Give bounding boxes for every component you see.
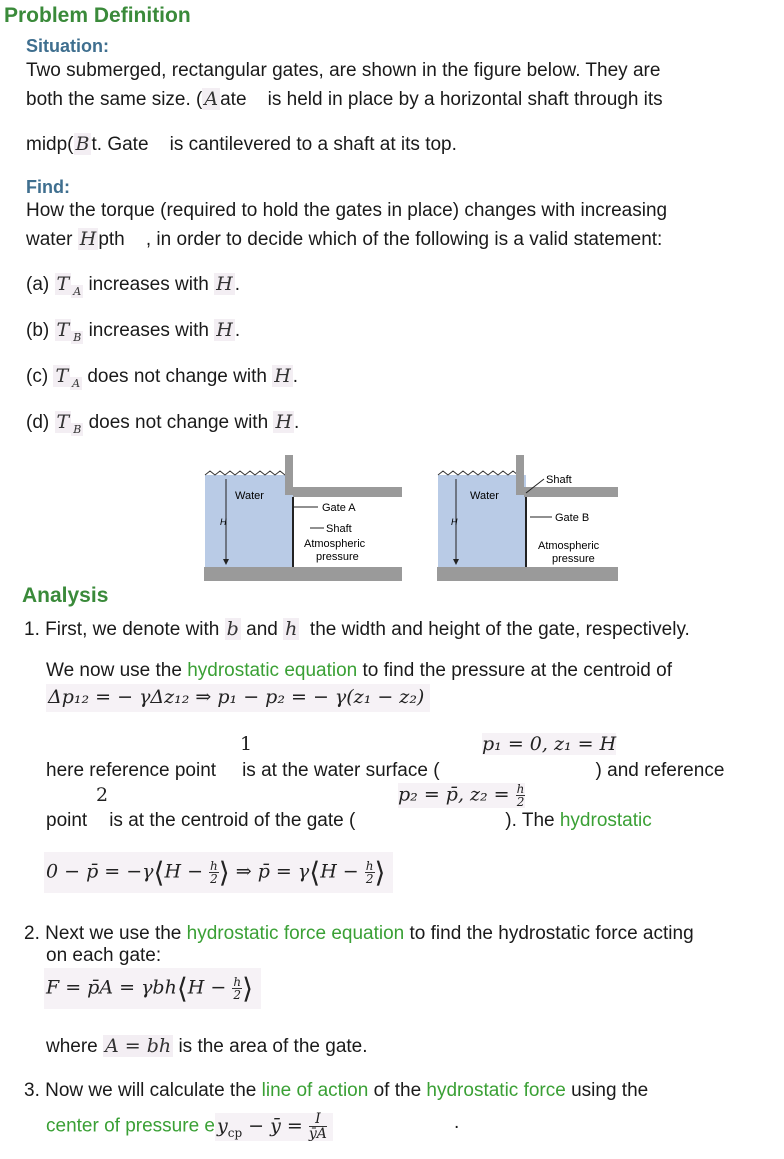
water-surface bbox=[438, 471, 521, 475]
equation-centroid-pressure: 0 − p̄ = −γ⟨H − $\frac{h}{2}$ ⟩ ⇒ p̄ = γ⟨H − $\frac{h}{2}$ ⟩ bbox=[44, 852, 393, 893]
link-hydrostatic-equation[interactable]: hydrostatic equation bbox=[187, 660, 358, 681]
water-label: Water bbox=[470, 490, 499, 502]
ref-point-2-label: 2 bbox=[96, 784, 109, 806]
situation-line-3: midp( B t. Gate is cantilevered to a shaft at its top. bbox=[26, 133, 457, 155]
ref-point-2-condition: p₂ = p̄, z₂ = $\frac{h}{2}$ bbox=[398, 782, 525, 809]
equation-hydrostatic: Δp₁₂ = − γΔz₁₂ ⇒ p₁ − p₂ = − γ(z₁ − z₂) bbox=[46, 684, 430, 712]
ref-point-1-label: 1 bbox=[240, 733, 253, 755]
link-center-of-pressure[interactable]: center of pressure e bbox=[46, 1115, 215, 1137]
shaft-label: Shaft bbox=[546, 474, 572, 486]
equation-center-of-pressure: $y_{cp}$ − ȳ = $\frac{I}{ȳA}$ bbox=[215, 1113, 333, 1141]
step-2-line-1: 2. Next we use the hydrostatic force equation to find the hydrostatic force acting bbox=[24, 923, 694, 944]
step-3-line-1: 3. Now we will calculate the line of action of the hydrostatic force using the bbox=[24, 1080, 649, 1101]
step-3-line-2 bbox=[46, 1112, 333, 1141]
option-d: (d) T $_B$ does not change with H . bbox=[26, 411, 300, 436]
atm-label-2: pressure bbox=[316, 551, 359, 563]
math-depth-h: H bbox=[79, 228, 97, 250]
link-line-of-action[interactable]: line of action bbox=[261, 1080, 369, 1101]
gate-label: Gate A bbox=[322, 502, 356, 514]
link-hydrostatic-force[interactable]: hydrostatic force bbox=[426, 1080, 566, 1101]
roof-slab bbox=[293, 487, 402, 497]
find-line-2: water H pth , in order to decide which of the following is a valid statement: bbox=[26, 228, 663, 250]
water-label: Water bbox=[235, 490, 264, 502]
atm-label-2: pressure bbox=[552, 553, 595, 565]
situation-line-2: both the same size. ( A ate is held in place by a horizontal shaft through its bbox=[26, 88, 663, 110]
link-hydrostatic[interactable]: hydrostatic bbox=[559, 810, 652, 831]
find-line-1: How the torque (required to hold the gates in place) changes with increasing bbox=[26, 200, 668, 221]
ground-slab bbox=[204, 567, 402, 581]
trailing-dot: . bbox=[454, 1112, 460, 1133]
gate-label: Gate B bbox=[555, 512, 590, 524]
situation-line-1: Two submerged, rectangular gates, are shown in the figure below. They are bbox=[26, 60, 661, 81]
math-gate-a: A bbox=[204, 88, 219, 110]
shaft-label: Shaft bbox=[326, 523, 352, 535]
link-hydrostatic-force-equation[interactable]: hydrostatic force equation bbox=[186, 923, 405, 944]
reference-line-1: here reference point is at the water surface ( ) and reference bbox=[46, 760, 725, 781]
step-1-line-2: We now use the hydrostatic equation to find the pressure at the centroid of bbox=[46, 660, 672, 681]
water-region bbox=[205, 475, 293, 567]
equation-hydrostatic-force: F = p̄A = γbh⟨H − $\frac{h}{2}$ ⟩ bbox=[44, 968, 261, 1009]
roof-slab bbox=[524, 487, 618, 497]
step-1-line-1: 1. First, we denote with b and h the width and height of the gate, respectively. bbox=[24, 618, 690, 640]
atm-label-1: Atmospheric bbox=[304, 538, 366, 550]
gates-figure bbox=[200, 455, 620, 585]
area-definition: where A = bh is the area of the gate. bbox=[46, 1035, 368, 1057]
heading-analysis: Analysis bbox=[22, 584, 109, 607]
ref-point-1-condition: p₁ = 0, z₁ = H bbox=[482, 733, 617, 755]
option-c: (c) T $_A$ does not change with H . bbox=[26, 365, 299, 390]
water-surface bbox=[205, 471, 288, 475]
option-b: (b) T $_B$ increases with H . bbox=[26, 319, 241, 344]
wall bbox=[285, 455, 293, 495]
math-gate-b: B bbox=[75, 133, 90, 155]
atm-label-1: Atmospheric bbox=[538, 540, 600, 552]
figure-right-gate-b bbox=[437, 455, 618, 581]
h-label: H bbox=[220, 517, 227, 527]
heading-problem-definition: Problem Definition bbox=[4, 4, 191, 27]
reference-line-2: point is at the centroid of the gate ( ). The hydrostatic bbox=[46, 810, 652, 831]
heading-situation: Situation: bbox=[26, 36, 109, 56]
figure-left-gate-a bbox=[204, 455, 402, 581]
wall bbox=[516, 455, 524, 495]
step-2-line-2: on each gate: bbox=[46, 945, 162, 966]
h-label: H bbox=[451, 517, 458, 527]
option-a: (a) T $_A$ increases with H . bbox=[26, 273, 240, 298]
heading-find: Find: bbox=[26, 177, 70, 197]
ground-slab bbox=[437, 567, 618, 581]
